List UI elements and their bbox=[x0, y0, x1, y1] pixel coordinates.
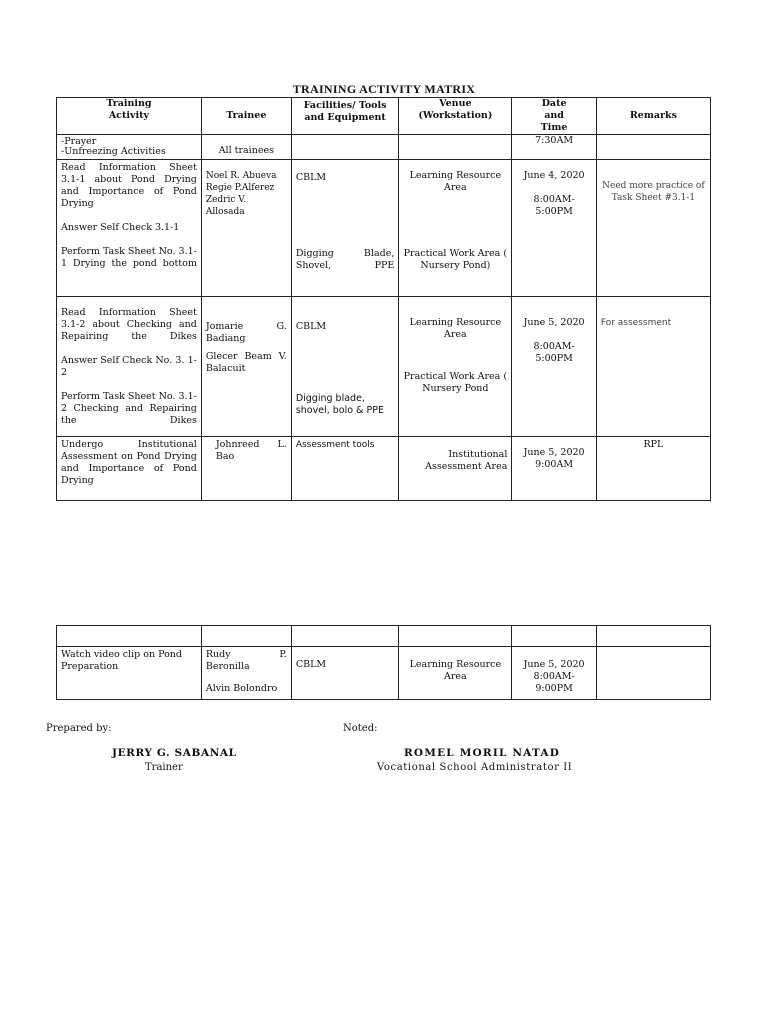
trainee-name: Rudy P. Beronilla bbox=[205, 649, 287, 672]
header-activity: Training Activity bbox=[57, 98, 202, 135]
activity-line: -Unfreezing Activities bbox=[61, 146, 166, 157]
date-text: June 4, 2020 bbox=[523, 170, 585, 181]
trainee-name: Jomarie G. Badiang bbox=[205, 321, 287, 344]
trainee-name: Noel R. Abueva bbox=[205, 171, 277, 181]
empty-cell bbox=[596, 626, 710, 647]
empty-cell bbox=[57, 626, 202, 647]
facility-cell bbox=[291, 437, 399, 501]
activity-text: Perform Task Sheet No. 3.1-1 Drying the pond bottom bbox=[61, 246, 197, 269]
trainer-role: Trainer bbox=[145, 762, 183, 773]
activity-text: Read Information Sheet 3.1-2 about Checking and Repairing the Dikes bbox=[61, 307, 197, 342]
facility-text: CBLM bbox=[295, 321, 327, 332]
facility-cell bbox=[291, 160, 399, 297]
activity-text: Perform Task Sheet No. 3.1-2 Checking and Repairing the Dikes bbox=[61, 391, 197, 426]
date-text: June 5, 2020 bbox=[523, 317, 585, 328]
trainee-name: Glecer Beam V. Balacuit bbox=[205, 351, 287, 374]
table-row bbox=[57, 297, 711, 437]
venue-cell bbox=[399, 437, 512, 501]
trainee-name: Alvin Bolondro bbox=[205, 683, 278, 694]
noted-label: Noted: bbox=[343, 723, 378, 734]
time-text: 8:00AM- 5:00PM bbox=[533, 341, 575, 364]
activity-cell bbox=[57, 160, 202, 297]
trainee-name: All trainees bbox=[218, 145, 274, 156]
blank-row bbox=[57, 626, 711, 647]
remarks-text: Need more practice of Task Sheet #3.1-1 bbox=[602, 181, 705, 203]
remarks-cell bbox=[596, 160, 710, 297]
venue-text: Learning Resource Area bbox=[409, 170, 502, 193]
empty-cell bbox=[512, 626, 596, 647]
table-row bbox=[57, 647, 711, 700]
training-matrix-table bbox=[56, 97, 711, 501]
table-row bbox=[57, 160, 711, 297]
trainee-cell bbox=[201, 135, 291, 160]
remarks-cell bbox=[596, 647, 710, 700]
venue-text: Practical Work Area ( Nursery Pond bbox=[403, 371, 508, 394]
venue-text: Learning Resource Area bbox=[409, 317, 502, 340]
prepared-by-label: Prepared by: bbox=[46, 723, 112, 734]
time-text: 8:00AM- 9:00PM bbox=[533, 671, 575, 694]
venue-cell bbox=[399, 160, 512, 297]
trainer-name: JERRY G. SABANAL bbox=[112, 747, 237, 759]
activity-cell bbox=[57, 647, 202, 700]
activity-cell bbox=[57, 297, 202, 437]
trainee-cell bbox=[201, 297, 291, 437]
activity-cell bbox=[57, 135, 202, 160]
trainee-name: Regie P.Alferez bbox=[205, 183, 275, 193]
date-cell bbox=[512, 135, 596, 160]
remarks-text: RPL bbox=[643, 439, 664, 450]
trainee-name: Zedric V. Allosada bbox=[205, 195, 247, 217]
table-row bbox=[57, 135, 711, 160]
date-cell bbox=[512, 297, 596, 437]
venue-cell bbox=[399, 135, 512, 160]
document-title: TRAINING ACTIVITY MATRIX bbox=[292, 82, 476, 96]
empty-cell bbox=[399, 626, 512, 647]
header-facilities: Facilities/ Tools and Equipment bbox=[291, 98, 399, 135]
empty-cell bbox=[201, 626, 291, 647]
header-row bbox=[57, 98, 711, 135]
facility-cell bbox=[291, 647, 399, 700]
activity-text: Watch video clip on Pond Preparation bbox=[61, 649, 183, 672]
date-cell bbox=[512, 647, 596, 700]
empty-cell bbox=[291, 626, 399, 647]
activity-text: Answer Self Check 3.1-1 bbox=[61, 222, 180, 233]
table-row bbox=[57, 437, 711, 501]
date-text: June 5, 2020 bbox=[523, 447, 585, 458]
activity-line: -Prayer bbox=[61, 136, 97, 147]
venue-cell bbox=[399, 297, 512, 437]
date-cell bbox=[512, 437, 596, 501]
venue-text: Practical Work Area ( Nursery Pond) bbox=[403, 248, 508, 271]
activity-text: Undergo Institutional Assessment on Pond Drying and Importance of Pond Drying bbox=[61, 439, 197, 486]
time-text: 7:30AM bbox=[535, 135, 574, 146]
remarks-cell bbox=[596, 297, 710, 437]
trainee-cell bbox=[201, 437, 291, 501]
administrator-name: ROMEL MORIL NATAD bbox=[404, 747, 561, 759]
administrator-role: Vocational School Administrator II bbox=[377, 762, 573, 773]
header-trainee: Trainee bbox=[201, 98, 291, 135]
facility-text: Digging Blade, Shovel, PPE bbox=[295, 248, 395, 271]
header-venue: Venue (Workstation) bbox=[399, 98, 512, 135]
remarks-cell bbox=[596, 135, 710, 160]
header-date-time: Date and Time bbox=[512, 98, 596, 135]
trainee-name: Johnreed L. Bao bbox=[215, 439, 287, 462]
time-text: 9:00AM bbox=[535, 459, 574, 470]
facility-text: CBLM bbox=[295, 659, 327, 670]
venue-text: Institutional Assessment Area bbox=[425, 449, 508, 472]
facility-text: Digging blade, shovel, bolo & PPE bbox=[295, 393, 384, 416]
trainee-cell bbox=[201, 160, 291, 297]
activity-cell bbox=[57, 437, 202, 501]
facility-cell bbox=[291, 297, 399, 437]
venue-text: Learning Resource Area bbox=[409, 659, 502, 682]
venue-cell bbox=[399, 647, 512, 700]
facility-text: Assessment tools bbox=[295, 440, 375, 450]
facility-cell bbox=[291, 135, 399, 160]
facility-text: CBLM bbox=[295, 172, 327, 183]
header-remarks: Remarks bbox=[596, 98, 710, 135]
training-matrix-table-continued bbox=[56, 625, 711, 700]
remarks-text: For assessment bbox=[600, 318, 672, 328]
date-text: June 5, 2020 bbox=[523, 659, 585, 670]
activity-text: Read Information Sheet 3.1-1 about Pond Drying and Importance of Pond Drying bbox=[61, 162, 197, 209]
remarks-cell bbox=[596, 437, 710, 501]
date-cell bbox=[512, 160, 596, 297]
trainee-cell bbox=[201, 647, 291, 700]
time-text: 8:00AM- 5:00PM bbox=[533, 194, 575, 217]
activity-text: Answer Self Check No. 3. 1-2 bbox=[61, 355, 197, 378]
